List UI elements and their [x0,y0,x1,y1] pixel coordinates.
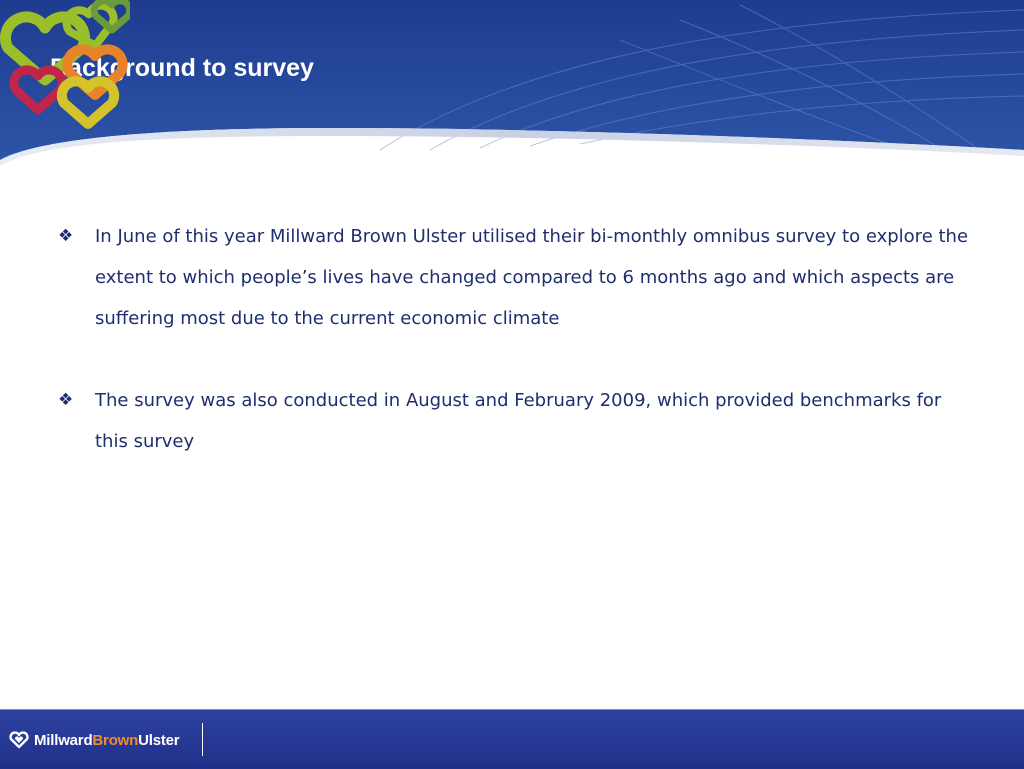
diamond-bullet-icon: ❖ [58,226,74,246]
brand-logo [9,731,179,749]
bullet-item [58,380,978,462]
hearts-cluster-icon [0,0,130,135]
heart-logo-icon [9,731,29,749]
brand-name-ulster: Ulster [138,731,180,749]
slide-footer [0,709,1024,769]
diamond-bullet-icon: ❖ [58,390,74,410]
bullet-item [58,216,978,339]
brand-name [34,732,179,749]
slide-title: Background to survey [50,54,314,82]
brand-name-brown: Brown [92,731,139,749]
slide-body [58,216,978,462]
bullet-text: The survey was also conducted in August and February 2009, which provided benchmarks for this survey [95,390,942,452]
slide-header [0,0,1024,165]
footer-divider [202,723,203,756]
bullet-text: In June of this year Millward Brown Ulster utilised their bi-monthly omnibus survey to explore the extent to which people’s lives have changed compared to 6 months ago and which aspects are suffering most due to the current economic climate [95,226,969,329]
brand-name-millward: Millward [34,731,93,749]
